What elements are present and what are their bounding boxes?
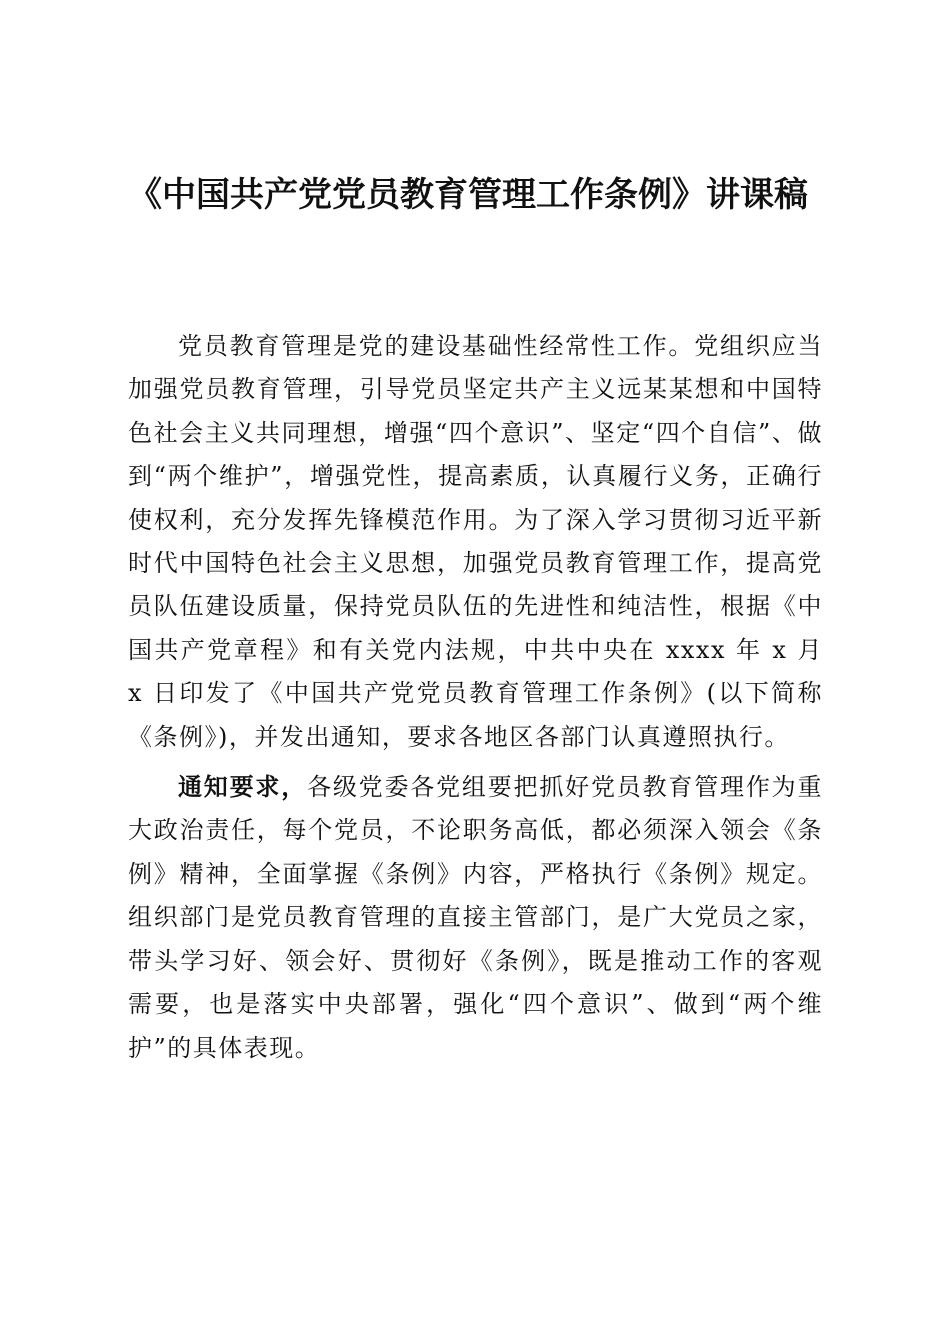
document-title: 《中国共产党党员教育管理工作条例》讲课稿 [128, 175, 808, 215]
paragraph-lead-bold: 通知要求， [178, 772, 308, 802]
paragraph-intro-text: 党员教育管理是党的建设基础性经常性工作。党组织应当加强党员教育管理，引导党员坚定共产主义远某某想和中国特色社会主义共同理想，增强“四个意识”、坚定“四个自信”、做到“两个维护”，增强党性，提高素质，认真履行义务，正确行使权利，充分发挥先锋模范作用。为了深入学习贯彻习近平新时代中国特色社会主义思想，加强党员教育管理工作，提高党员队伍建设质量，保持党员队伍的先进性和纯洁性，根据《中国共产党章程》和有关党内法规，中共中央在 xxxx 年 x 月 x 日印发了《中国共产党党员教育管理工作条例》(以下简称《条例》)，并发出通知，要求各地区各部门认真遵照执行。 [128, 332, 823, 751]
paragraph-intro [128, 325, 823, 759]
paragraph-notice-requirements [128, 765, 823, 1070]
paragraph-notice-text: 各级党委各党组要把抓好党员教育管理作为重大政治责任，每个党员，不论职务高低，都必须深入领会《条例》精神，全面掌握《条例》内容，严格执行《条例》规定。组织部门是党员教育管理的直接主管部门，是广大党员之家，带头学习好、领会好、贯彻好《条例》，既是推动工作的客观需要，也是落实中央部署，强化“四个意识”、做到“两个维护”的具体表现。 [128, 773, 823, 1062]
document-body [128, 325, 823, 1076]
